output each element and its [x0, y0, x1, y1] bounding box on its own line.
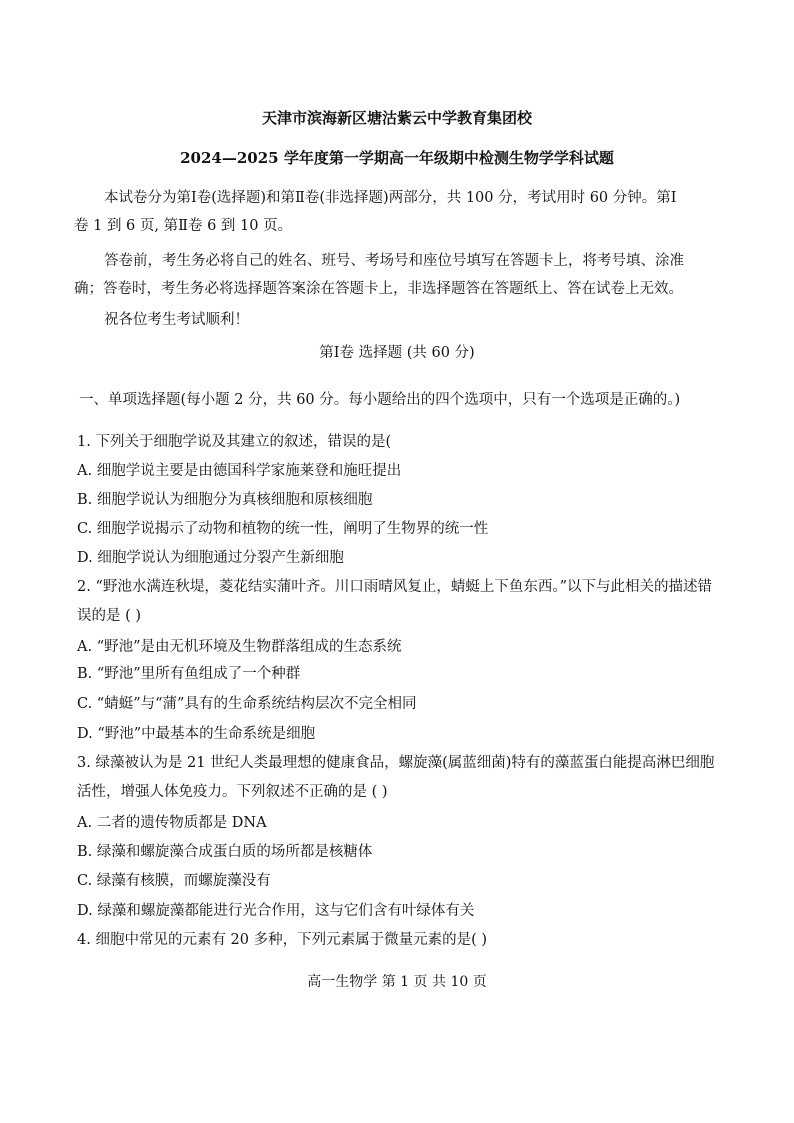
question-3-option-b: B. 绿藻和螺旋藻合成蛋白质的场所都是核糖体 — [77, 844, 373, 860]
intro-line-3: 答卷前，考生务必将自己的姓名、班号、考场号和座位号填写在答题卡上，将考号填、涂准 — [104, 253, 684, 269]
question-3-stem-line-1: 3. 绿藻被认为是 21 世纪人类最理想的健康食品，螺旋藻(属蓝细菌)特有的藻蓝蛋白能提高淋巴细胞 — [77, 755, 715, 771]
question-4-stem: 4. 细胞中常见的元素有 20 多种，下列元素属于微量元素的是( ) — [77, 932, 488, 948]
intro-line-4: 确；答卷时，考生务必将选择题答案涂在答题卡上，非选择题答在答题纸上、答在试卷上无效。 — [74, 281, 683, 297]
exam-title: 2024—2025 学年度第一学期高一年级期中检测生物学学科试题 — [180, 149, 614, 167]
section-title: 第Ⅰ卷 选择题 (共 60 分) — [319, 345, 475, 361]
intro-line-5: 祝各位考生考试顺利！ — [104, 312, 249, 328]
question-2-option-a: A. “野池”是由无机环境及生物群落组成的生态系统 — [77, 639, 402, 655]
question-1-option-b: B. 细胞学说认为细胞分为真核细胞和原核细胞 — [77, 492, 373, 508]
intro-line-2: 卷 1 到 6 页, 第Ⅱ卷 6 到 10 页。 — [74, 218, 293, 234]
question-1-stem: 1. 下列关于细胞学说及其建立的叙述，错误的是( — [77, 434, 392, 450]
question-1-option-a: A. 细胞学说主要是由德国科学家施莱登和施旺提出 — [77, 463, 402, 479]
question-3-option-a: A. 二者的遗传物质都是 DNA — [77, 815, 267, 831]
question-3-stem-line-2: 活性，增强人体免疫力。下列叙述不正确的是 ( ) — [77, 784, 388, 800]
question-2-option-b: B. “野池”里所有鱼组成了一个种群 — [77, 666, 301, 682]
question-2-stem-line-1: 2. “野池水满连秋堤，菱花结实蒲叶齐。川口雨晴风复止，蜻蜓上下鱼东西。”以下与此相关的描述错 — [77, 579, 713, 595]
question-1-option-d: D. 细胞学说认为细胞通过分裂产生新细胞 — [77, 550, 344, 566]
question-2-option-d: D. “野池”中最基本的生命系统是细胞 — [77, 726, 316, 742]
section-instruction: 一、单项选择题(每小题 2 分，共 60 分。每小题给出的四个选项中，只有一个选项是正确的。) — [79, 392, 681, 408]
question-3-option-c: C. 绿藻有核膜，而螺旋藻没有 — [77, 873, 271, 889]
intro-line-1: 本试卷分为第Ⅰ卷(选择题)和第Ⅱ卷(非选择题)两部分，共 100 分，考试用时 60 分钟。第Ⅰ — [104, 190, 677, 206]
question-1-option-c: C. 细胞学说揭示了动物和植物的统一性，阐明了生物界的统一性 — [77, 521, 489, 537]
school-name: 天津市滨海新区塘沽紫云中学教育集团校 — [261, 109, 532, 127]
page-footer: 高一生物学 第 1 页 共 10 页 — [307, 974, 487, 990]
question-2-option-c: C. “蜻蜓”与“蒲”具有的生命系统结构层次不完全相同 — [77, 696, 417, 712]
question-2-stem-line-2: 误的是 ( ) — [77, 608, 142, 624]
question-3-option-d: D. 绿藻和螺旋藻都能进行光合作用，这与它们含有叶绿体有关 — [77, 903, 475, 919]
